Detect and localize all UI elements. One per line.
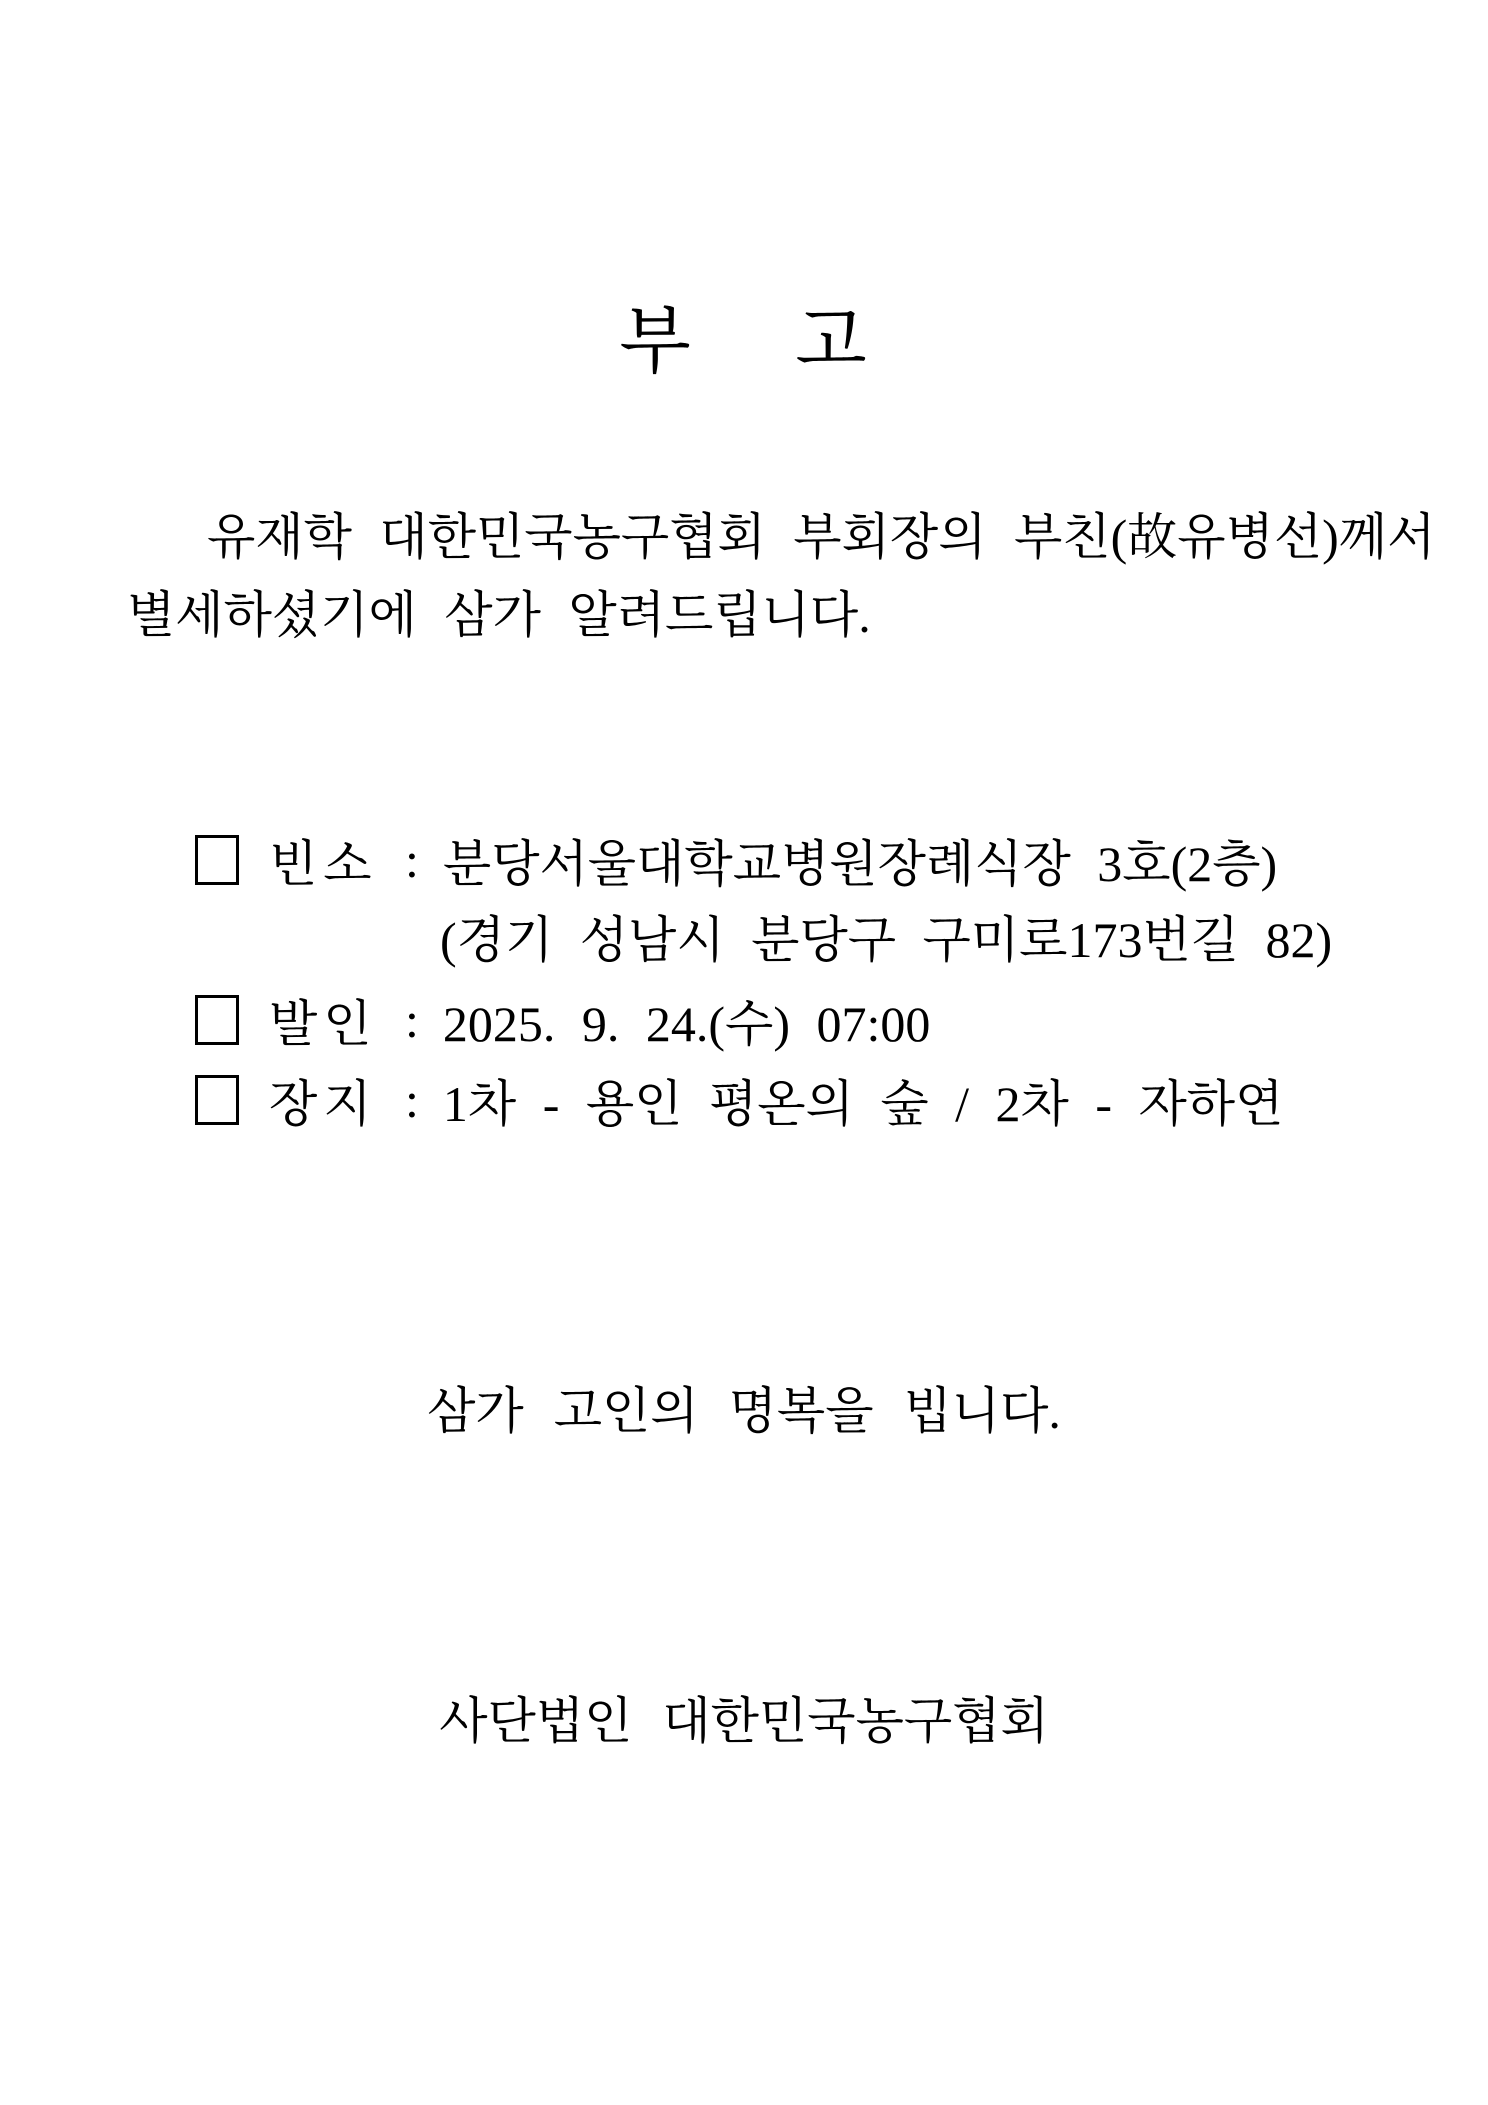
detail-label-jangji: 장지 <box>269 1076 378 1132</box>
checkbox-icon <box>195 835 239 885</box>
detail-value-jangji: 1차 - 용인 평온의 숲 / 2차 - 자하연 <box>442 1076 1284 1132</box>
issuer-line: 사단법인 대한민국농구협회 <box>439 1693 1049 1749</box>
condolence-line: 삼가 고인의 명복을 빕니다. <box>427 1383 1061 1439</box>
detail-value-binso: 분당서울대학교병원장례식장 3호(2층) <box>442 836 1278 892</box>
checkbox-icon <box>195 1075 239 1125</box>
detail-item-binso <box>195 820 1488 980</box>
detail-label-binso: 빈소 <box>269 836 378 892</box>
detail-value-balin: 2025. 9. 24.(수) 07:00 <box>442 996 931 1052</box>
detail-sub-address: (경기 성남시 분당구 구미로173번길 82) <box>440 912 1333 968</box>
detail-label-balin: 발인 <box>269 996 378 1052</box>
detail-colon: : <box>405 1072 419 1128</box>
announcement-line-2: 별세하셨기에 삼가 알려드립니다. <box>127 587 871 643</box>
detail-row-balin <box>195 980 1488 1060</box>
detail-colon: : <box>405 992 419 1048</box>
detail-item-jangji <box>195 1060 1488 1140</box>
detail-row-binso <box>195 820 1488 900</box>
announcement-line-1: 유재학 대한민국농구협회 부회장의 부친(故유병선)께서 <box>207 509 1436 565</box>
announcement-paragraph <box>127 498 1436 654</box>
checkbox-icon <box>195 995 239 1045</box>
detail-colon: : <box>405 832 419 888</box>
page-title: 부 고 <box>619 301 869 383</box>
detail-item-balin <box>195 980 1488 1060</box>
details-list <box>195 820 1488 1140</box>
detail-row-jangji <box>195 1060 1488 1140</box>
